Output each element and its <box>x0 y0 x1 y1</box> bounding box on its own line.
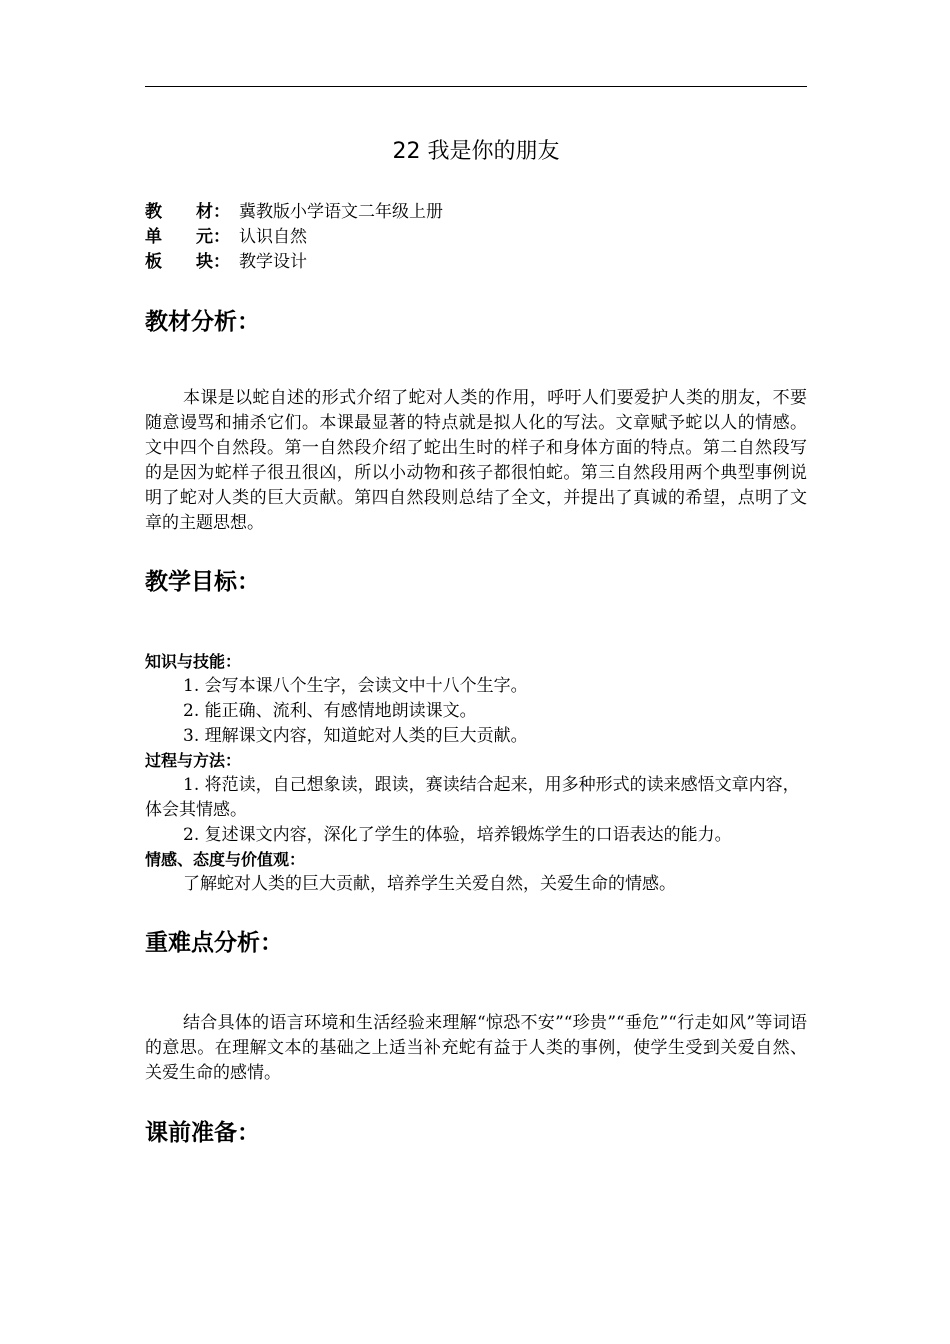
section-heading-analysis: 教材分析： <box>145 309 260 335</box>
knowledge-item: 1. 会写本课八个生字，会读文中十八个生字。 <box>183 676 528 696</box>
meta-row-unit <box>145 225 307 249</box>
meta-value: 教学设计 <box>239 252 307 272</box>
meta-row-module <box>145 250 307 274</box>
section-heading-key-points: 重难点分析： <box>145 930 283 956</box>
meta-value: 认识自然 <box>239 227 307 247</box>
header-rule <box>145 86 807 87</box>
meta-row-textbook <box>145 200 443 224</box>
meta-label: 单 元： <box>145 227 230 247</box>
emotion-label: 情感、态度与价值观： <box>145 850 306 869</box>
page-title: 22 我是你的朋友 <box>392 139 560 164</box>
emotion-item: 了解蛇对人类的巨大贡献，培养学生关爱自然，关爱生命的情感。 <box>183 874 676 894</box>
section-heading-goals: 教学目标： <box>145 569 260 595</box>
meta-label: 教 材： <box>145 202 230 222</box>
process-item: 2. 复述课文内容，深化了学生的体验，培养锻炼学生的口语表达的能力。 <box>183 825 732 845</box>
meta-value: 冀教版小学语文二年级上册 <box>239 202 443 222</box>
section-heading-prep: 课前准备： <box>145 1120 260 1146</box>
process-label: 过程与方法： <box>145 751 242 770</box>
meta-label: 板 块： <box>145 252 230 272</box>
analysis-paragraph: 本课是以蛇自述的形式介绍了蛇对人类的作用，呼吁人们要爱护人类的朋友，不要随意谩骂和捕杀它们。本课最显著的特点就是拟人化的写法。文章赋予蛇以人的情感。文中四个自然段。第一自然段介绍了蛇出生时的样子和身体方面的特点。第二自然段写的是因为蛇样子很丑很凶，所以小动物和孩子都很怕蛇。第三自然段用两个典型事例说明了蛇对人类的巨大贡献。第四自然段则总结了全文，并提出了真诚的希望，点明了文章的主题思想。 <box>145 388 807 533</box>
knowledge-item: 2. 能正确、流利、有感情地朗读课文。 <box>183 701 477 721</box>
process-item: 1. 将范读，自己想象读，跟读，赛读结合起来，用多种形式的读来感悟文章内容，体会其情感。 <box>145 775 800 820</box>
knowledge-item: 3. 理解课文内容，知道蛇对人类的巨大贡献。 <box>183 726 528 746</box>
key-points-paragraph: 结合具体的语言环境和生活经验来理解“惊恐不安”“珍贵”“垂危”“行走如风”等词语的意思。在理解文本的基础之上适当补充蛇有益于人类的事例，使学生受到关爱自然、关爱生命的感情。 <box>145 1013 807 1083</box>
knowledge-label: 知识与技能： <box>145 652 242 671</box>
